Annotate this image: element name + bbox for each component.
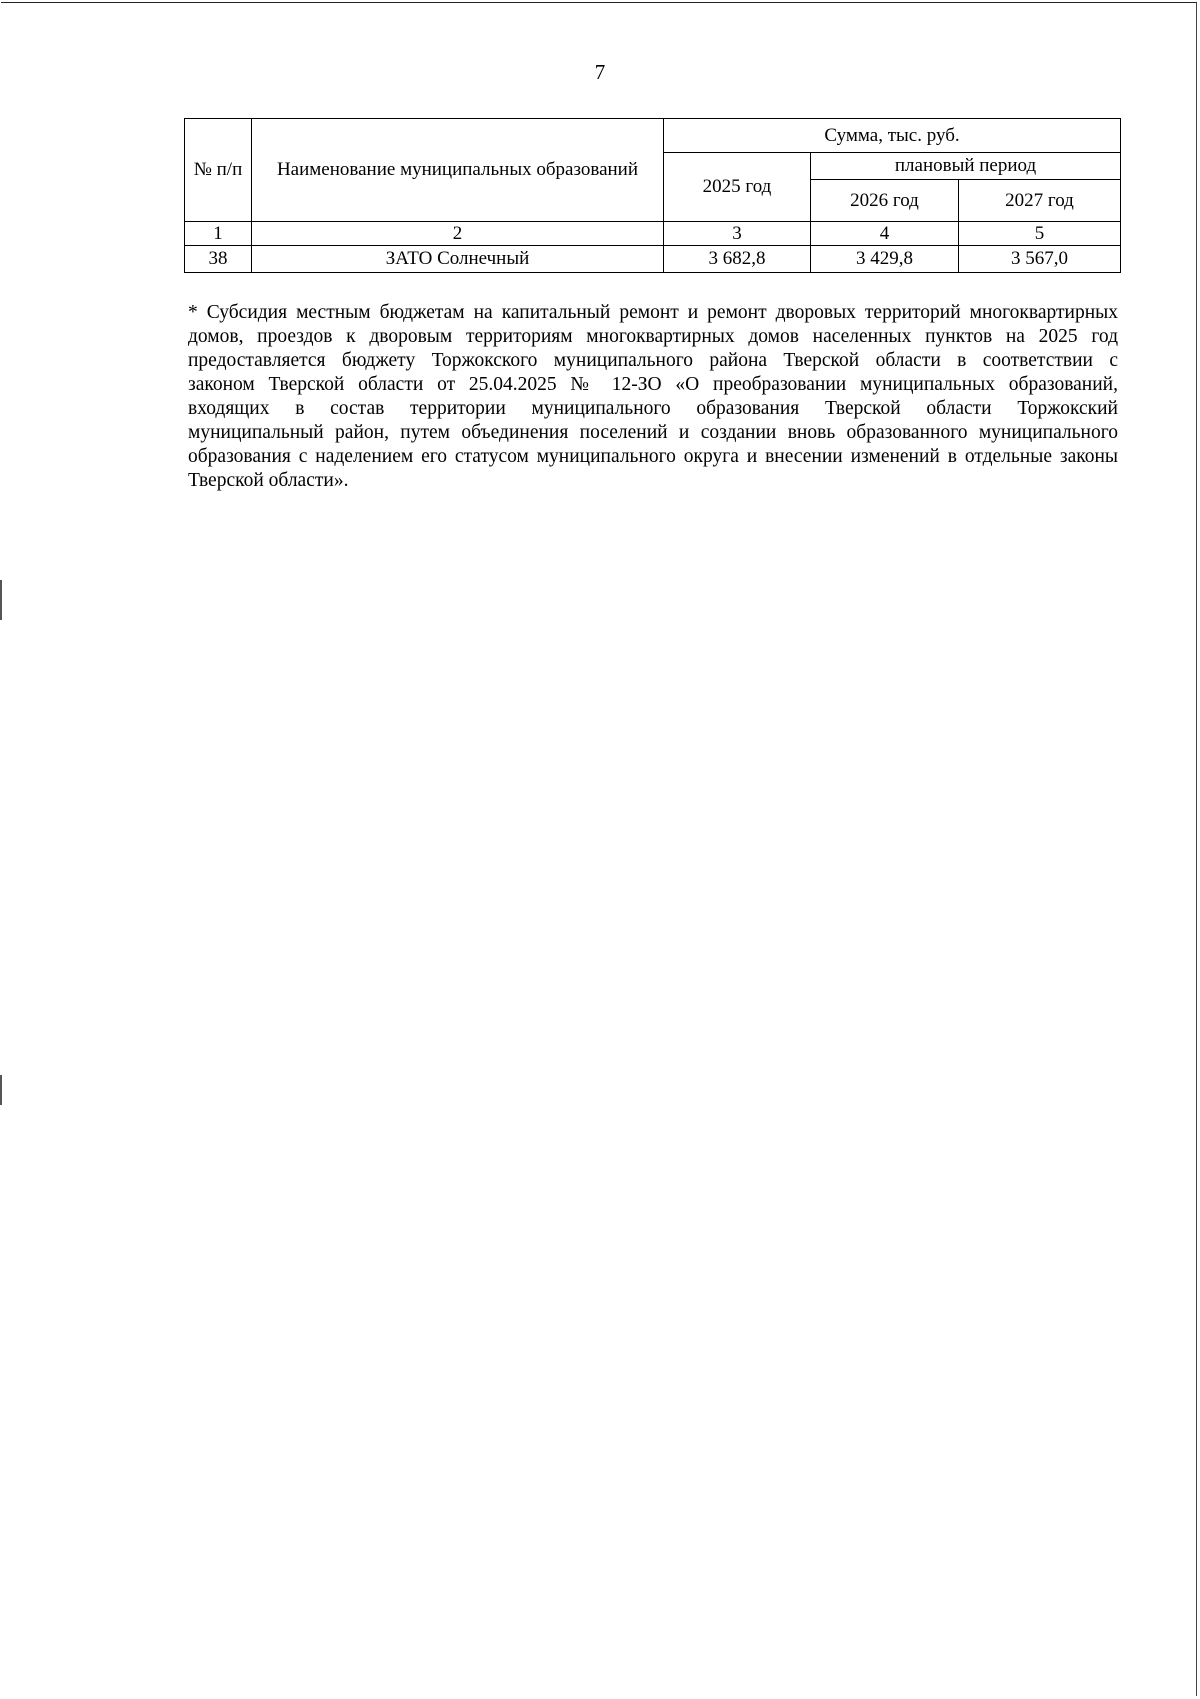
column-number: 5 [959,222,1121,246]
footnote-line: входящих в состав территории муниципального образования Тверской области Торжокский [188,398,1118,419]
row-value-2026: 3 429,8 [811,246,959,273]
footnote-line: образования с наделением его статусом муниципального округа и внесении изменений в отдельные законы [188,446,1118,467]
footnote-line: * Субсидия местным бюджетам на капитальный ремонт и ремонт дворовых территорий многоквартирных [188,302,1118,323]
column-number: 2 [252,222,664,246]
footnote-line: домов, проездов к дворовым территориям многоквартирных домов населенных пунктов на 2025 год [188,326,1118,347]
column-number: 4 [811,222,959,246]
header-name: Наименование муниципальных образований [252,119,664,222]
budget-table [184,118,1121,273]
column-number-row [185,222,1121,246]
row-value-2025: 3 682,8 [664,246,811,273]
column-number: 1 [185,222,252,246]
scan-edge-mark [0,580,2,620]
header-num: № п/п [185,119,252,222]
row-name: ЗАТО Солнечный [252,246,664,273]
footnote-line: муниципальный район, путем объединения поселений и создании вновь образованного муниципального [188,422,1118,443]
footnote-line: законом Тверской области от 25.04.2025 № 12-ЗО «О преобразовании муниципальных образований, [188,374,1118,395]
column-number: 3 [664,222,811,246]
header-year-2026: 2026 год [811,180,959,222]
table-row [185,246,1121,273]
page-number: 7 [594,60,606,84]
header-year-2027: 2027 год [959,180,1121,222]
row-num: 38 [185,246,252,273]
footnote [188,301,1118,493]
header-planning-period: плановый период [811,153,1121,180]
header-sum: Сумма, тыс. руб. [664,119,1121,153]
scan-edge-mark [0,1075,2,1105]
footnote-line: Тверской области». [188,470,349,491]
header-row [185,119,1121,153]
header-year-2025: 2025 год [664,153,811,222]
footnote-line: предоставляется бюджету Торжокского муниципального района Тверской области в соответствии с [188,350,1118,371]
row-value-2027: 3 567,0 [959,246,1121,273]
